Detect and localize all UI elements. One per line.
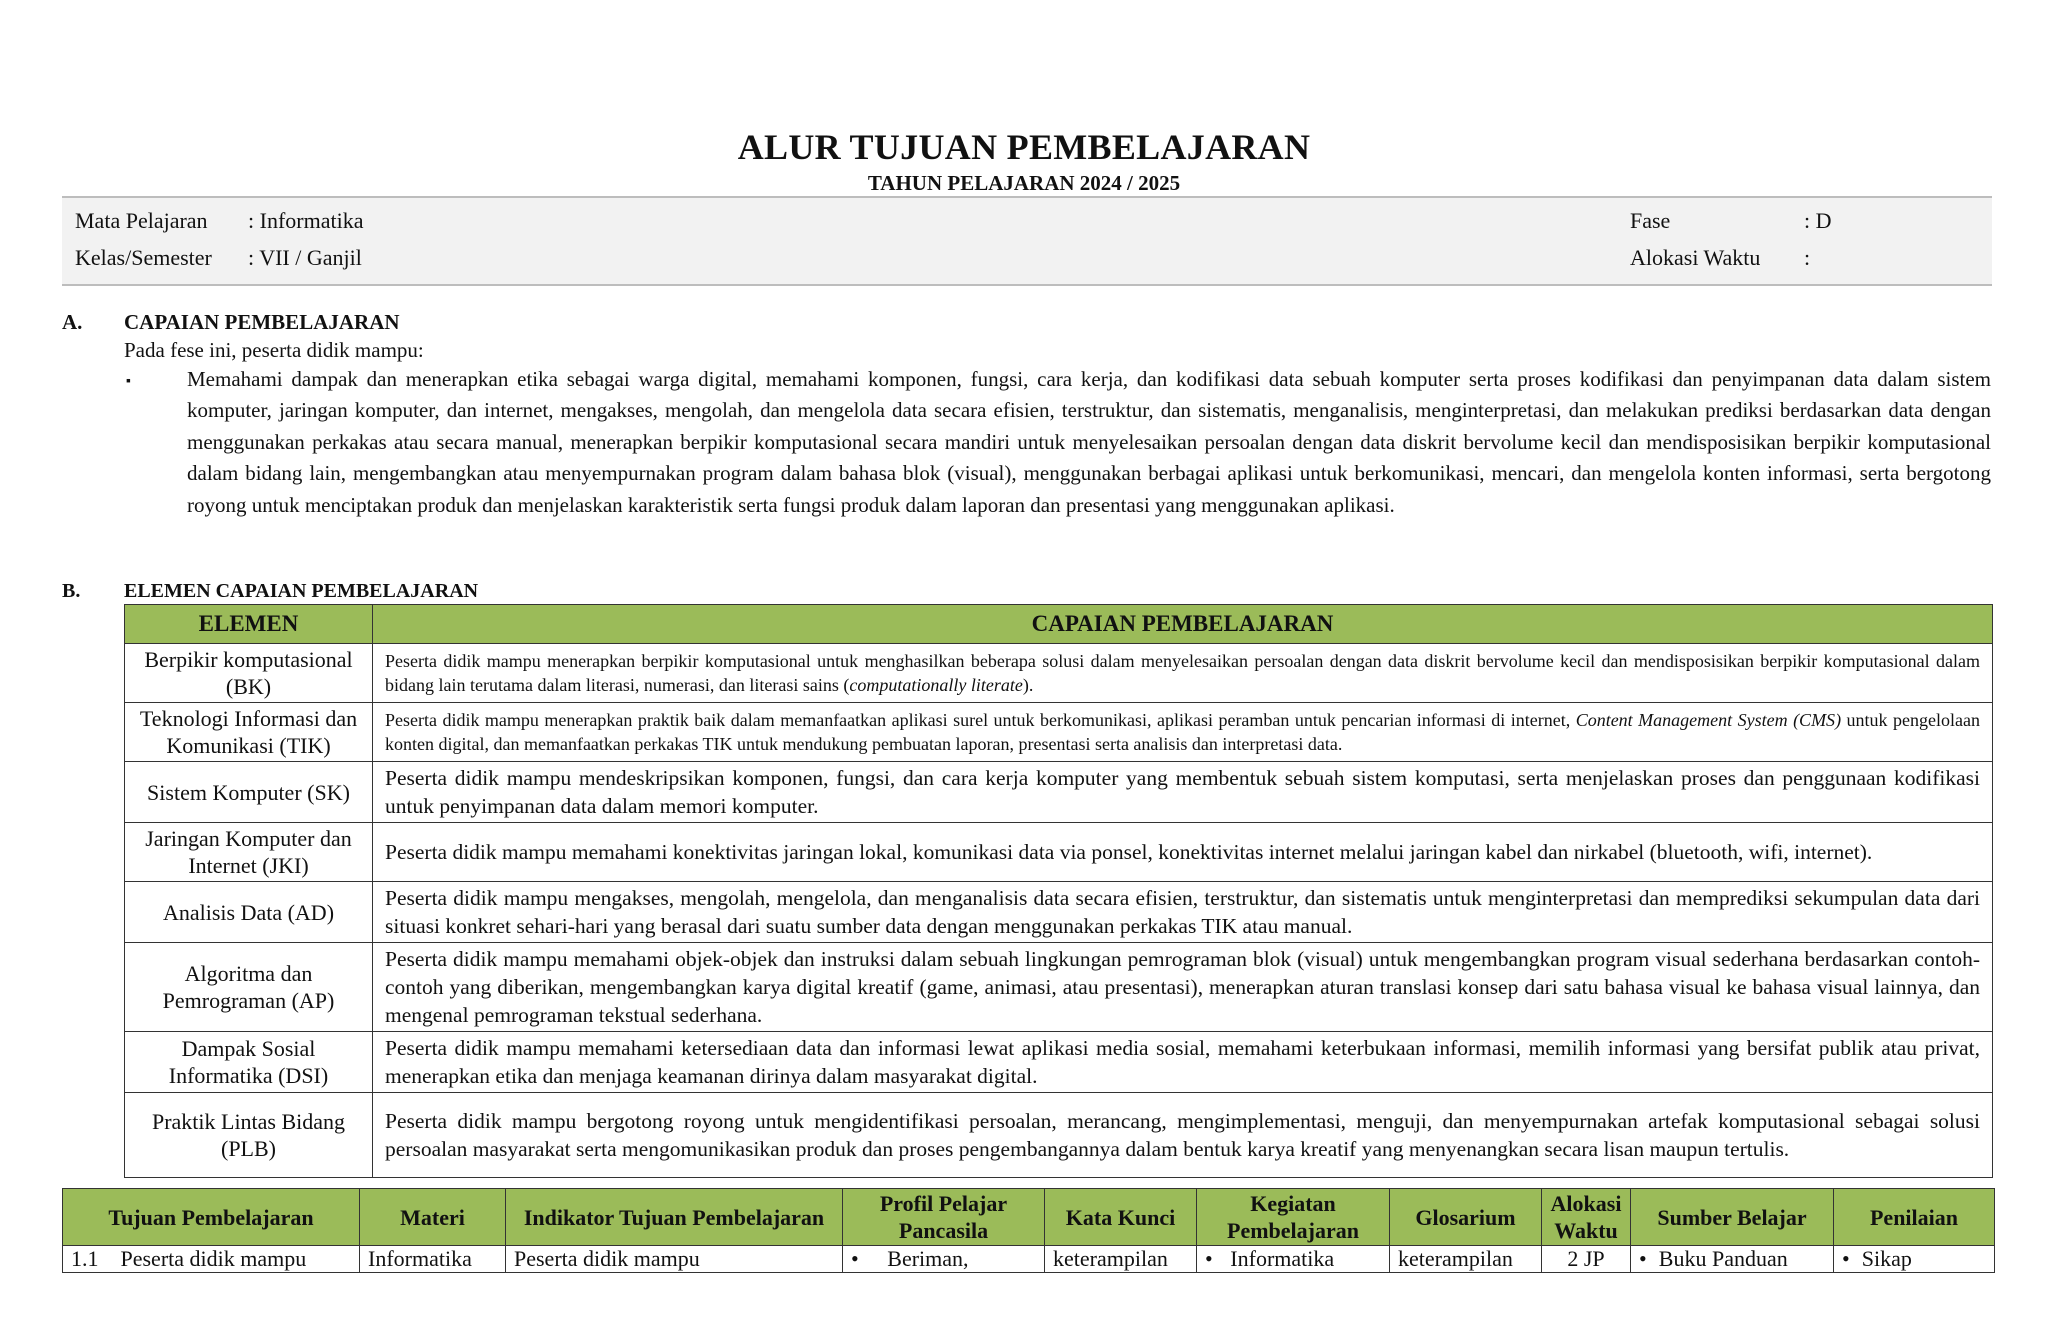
elemen-desc: Peserta didik mampu menerapkan praktik baik dalam memanfaatkan aplikasi surel untuk berkomunikasi, aplikasi peramban untuk pencarian informasi di internet, Content Management System (CMS) untuk pengelolaan konten digital, dan memanfaatkan perkakas TIK untuk mendukung pembuatan laporan, presentasi serta analisis dan interpretasi data. (373, 703, 1993, 762)
elemen-table (124, 604, 1993, 1178)
elemen-name: Teknologi Informasi dan Komunikasi (TIK) (125, 703, 373, 762)
tp-col-kegiatan: Kegiatan Pembelajaran (1197, 1189, 1390, 1246)
tp-cell-kata-kunci: keterampilan (1045, 1246, 1197, 1273)
elemen-name: Berpikir komputasional (BK) (125, 644, 373, 703)
tp-cell-penilaian: • Sikap (1834, 1246, 1995, 1273)
elemen-desc: Peserta didik mampu menerapkan berpikir komputasional untuk menghasilkan beberapa solusi dalam menyelesaikan persoalan dengan data diskrit bervolume kecil dan mendisposisikan berpikir komputasional dalam bidang lain terutama dalam literasi, numerasi, dan literasi sains (computationally literate). (373, 644, 1993, 703)
kelas-label: Kelas/Semester (75, 245, 212, 270)
bullet-icon: • (851, 1246, 859, 1271)
mapel-value: : Informatika (248, 208, 364, 233)
tp-col-profil: Profil Pelajar Pancasila (843, 1189, 1045, 1246)
elemen-name: Analisis Data (AD) (125, 882, 373, 943)
fase-value: : D (1804, 208, 1832, 233)
elemen-row-bk (125, 644, 1993, 703)
page-subtitle: TAHUN PELAJARAN 2024 / 2025 (867, 171, 1181, 195)
tp-cell-profil: • Beriman, (843, 1246, 1045, 1273)
kelas-value: : VII / Ganjil (248, 245, 362, 270)
tp-col-alokasi: Alokasi Waktu (1542, 1189, 1631, 1246)
square-bullet-icon: ▪ (126, 374, 131, 389)
elemen-name: Algoritma dan Pemrograman (AP) (125, 943, 373, 1032)
bullet-icon: • (1842, 1246, 1850, 1271)
elemen-row-plb (125, 1093, 1993, 1178)
elemen-desc: Peserta didik mampu memahami objek-objek dan instruksi dalam sebuah lingkungan pemrograman blok (visual) untuk mengembangkan program visual sederhana berdasarkan contoh-contoh yang diberikan, mengembangkan karya digital kreatif (game, animasi, atau presentasi), menerapkan aturan translasi konsep dari satu bahasa visual ke bahasa visual lainnya, dan mengenal pemrograman tekstual sederhana. (373, 943, 1993, 1032)
elemen-name: Dampak Sosial Informatika (DSI) (125, 1032, 373, 1093)
elemen-row-jki (125, 823, 1993, 882)
capaian-col-header: CAPAIAN PEMBELAJARAN (373, 605, 1993, 644)
tp-cell-indikator: Peserta didik mampu (506, 1246, 843, 1273)
tp-cell-alokasi: 2 JP (1542, 1246, 1631, 1273)
tp-col-penilaian: Penilaian (1834, 1189, 1995, 1246)
table-row (63, 1246, 1995, 1273)
tp-col-sumber: Sumber Belajar (1631, 1189, 1834, 1246)
tp-cell-glosarium: keterampilan (1390, 1246, 1542, 1273)
elemen-desc: Peserta didik mampu bergotong royong untuk mengidentifikasi persoalan, merancang, mengimplementasi, menguji, dan menyempurnakan artefak komputasional sebagai solusi persoalan masyarakat serta mengomunikasikan produk dan proses pengembangannya dalam bentuk karya kreatif yang menyenangkan secara lisan maupun tertulis. (373, 1093, 1993, 1178)
tp-cell-sumber: • Buku Panduan (1631, 1246, 1834, 1273)
elemen-name: Sistem Komputer (SK) (125, 762, 373, 823)
elemen-row-ad (125, 882, 1993, 943)
info-box (62, 196, 1992, 286)
mapel-label: Mata Pelajaran (75, 208, 208, 233)
capaian-paragraph: Memahami dampak dan menerapkan etika sebagai warga digital, memahami komponen, fungsi, cara kerja, dan kodifikasi data sebuah komputer serta proses kodifikasi dan penyimpanan data dalam sistem komputer, jaringan komputer, dan internet, mengakses, mengolah, dan mengelola data secara efisien, terstruktur, dan sistematis, menganalisis, menginterpretasi, dan melakukan prediksi berdasarkan data dengan menggunakan perkakas atau secara manual, menerapkan berpikir komputasional secara mandiri untuk menyelesaikan persoalan dengan data diskrit bervolume kecil dan mendisposisikan berpikir komputasional dalam bidang lain, mengembangkan atau menyempurnakan program dalam bahasa blok (visual), menggunakan berbagai aplikasi untuk berkomunikasi, mencari, dan mengelola konten informasi, serta bergotong royong untuk menciptakan produk dan menjelaskan karakteristik serta fungsi produk dalam laporan dan presentasi yang menggunakan aplikasi. (187, 367, 1991, 517)
tp-col-kata-kunci: Kata Kunci (1045, 1189, 1197, 1246)
elemen-name: Jaringan Komputer dan Internet (JKI) (125, 823, 373, 882)
elemen-row-sk (125, 762, 1993, 823)
elemen-desc: Peserta didik mampu memahami ketersediaan data dan informasi lewat aplikasi media sosial, memahami keterbukaan informasi, memilih informasi yang bersifat publik atau privat, menerapkan etika dan menjaga keamanan dirinya dalam masyarakat digital. (373, 1032, 1993, 1093)
elemen-header-row (125, 605, 1993, 644)
fase-label: Fase (1630, 208, 1671, 233)
tp-cell-materi: Informatika (360, 1246, 506, 1273)
tp-cell-kegiatan: • Informatika (1197, 1246, 1390, 1273)
section-a-intro: Pada fese ini, peserta didik mampu: (124, 338, 424, 362)
tp-col-indikator: Indikator Tujuan Pembelajaran (506, 1189, 843, 1246)
section-a-letter: A. (62, 310, 83, 334)
tp-col-tujuan: Tujuan Pembelajaran (63, 1189, 360, 1246)
tp-col-glosarium: Glosarium (1390, 1189, 1542, 1246)
tp-header-row (63, 1189, 1995, 1246)
section-b-letter: B. (62, 580, 81, 602)
tp-col-materi: Materi (360, 1189, 506, 1246)
elemen-row-dsi (125, 1032, 1993, 1093)
elemen-row-tik (125, 703, 1993, 762)
elemen-row-ap (125, 943, 1993, 1032)
section-a-title: CAPAIAN PEMBELAJARAN (124, 310, 400, 334)
bullet-icon: • (1205, 1246, 1213, 1271)
elemen-col-header: ELEMEN (125, 605, 373, 644)
alokasi-label: Alokasi Waktu (1630, 245, 1761, 270)
alokasi-value: : (1804, 245, 1811, 270)
elemen-desc: Peserta didik mampu mengakses, mengolah, mengelola, dan menganalisis data secara efisien, terstruktur, dan sistematis untuk menginterpretasi dan memprediksi sekumpulan data dari situasi konkret sehari-hari yang berasal dari suatu sumber data dengan menggunakan perkakas TIK atau manual. (373, 882, 1993, 943)
bullet-icon: • (1639, 1246, 1647, 1271)
elemen-name: Praktik Lintas Bidang (PLB) (125, 1093, 373, 1178)
elemen-desc: Peserta didik mampu memahami konektivitas jaringan lokal, komunikasi data via ponsel, konektivitas internet melalui jaringan kabel dan nirkabel (bluetooth, wifi, internet). (373, 823, 1993, 882)
page-title: ALUR TUJUAN PEMBELAJARAN (737, 127, 1311, 167)
section-b-title: ELEMEN CAPAIAN PEMBELAJARAN (124, 580, 479, 602)
tujuan-pembelajaran-table (62, 1188, 1995, 1273)
elemen-desc: Peserta didik mampu mendeskripsikan komponen, fungsi, dan cara kerja komputer yang membentuk sebuah sistem komputasi, serta menjelaskan proses dan penggunaan kodifikasi untuk penyimpanan data dalam memori komputer. (373, 762, 1993, 823)
tp-cell-tujuan: 1.1 Peserta didik mampu (63, 1246, 360, 1273)
